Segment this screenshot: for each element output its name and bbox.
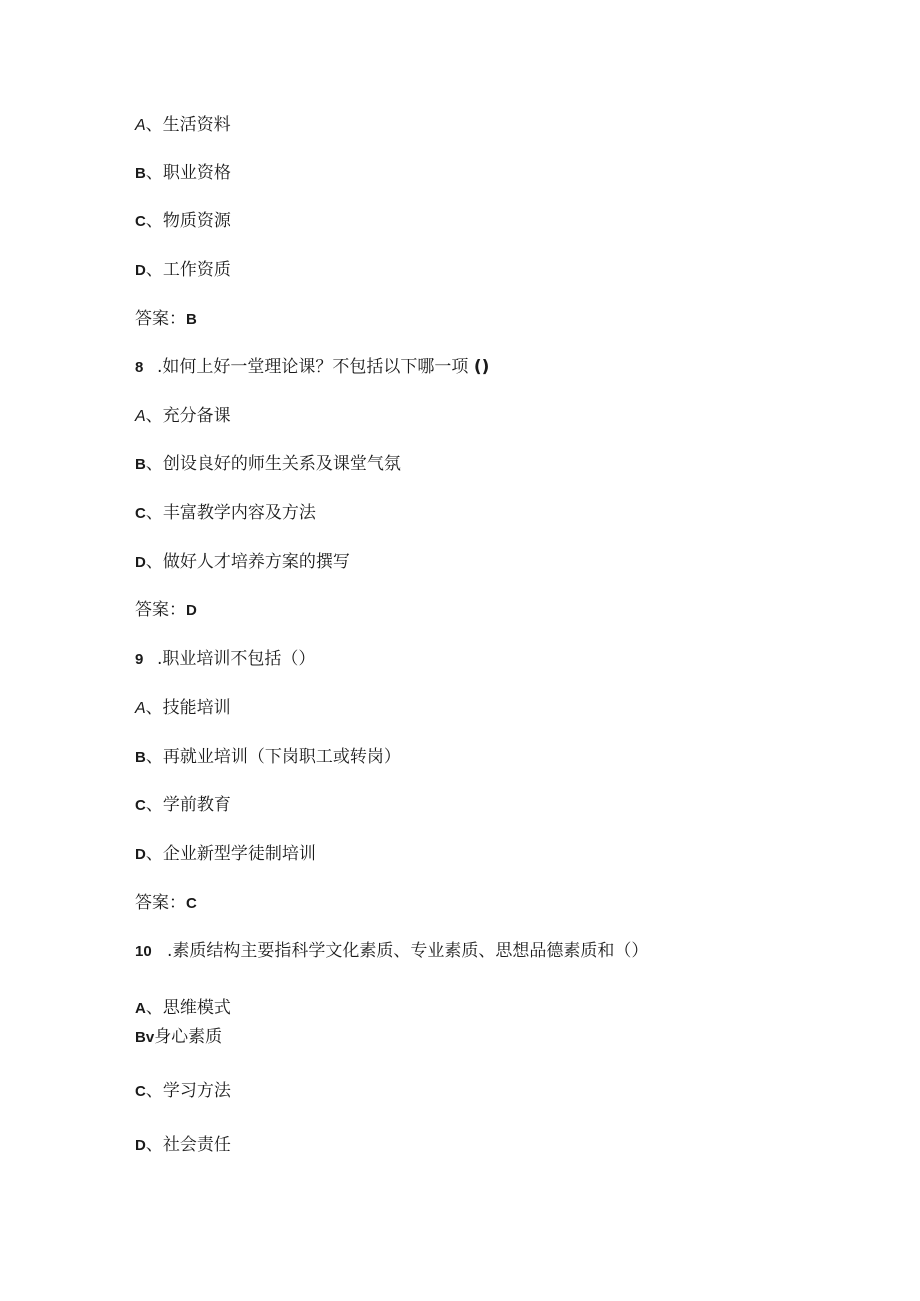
option-separator: 、 [145, 1135, 163, 1155]
q9-option-b [135, 746, 401, 769]
q10-option-b [135, 1026, 222, 1049]
option-letter: B [135, 165, 146, 182]
option-letter: D [135, 554, 146, 571]
q8-option-a [135, 405, 231, 428]
option-text: 再就业培训（下岗职工或转岗） [162, 747, 401, 767]
option-separator: 、 [145, 211, 163, 231]
option-text: 生活资料 [162, 115, 231, 135]
q8-option-c [135, 502, 316, 525]
answer-label: 答案： [135, 893, 186, 913]
option-text: 企业新型学徒制培训 [162, 844, 316, 864]
q7-answer [135, 308, 197, 331]
q7-option-c [135, 210, 231, 233]
option-text: 创设良好的师生关系及课堂气氛 [162, 454, 401, 474]
option-text: 充分备课 [162, 406, 231, 426]
option-separator: 、 [145, 795, 163, 815]
answer-label: 答案： [135, 600, 186, 620]
question-paren: () [473, 357, 490, 377]
option-letter: B [135, 749, 146, 766]
option-text: 丰富教学内容及方法 [162, 503, 316, 523]
option-letter: C [135, 1083, 146, 1100]
option-text: 做好人才培养方案的撰写 [162, 552, 350, 572]
question-text: .如何上好一堂理论课？不包括以下哪一项 [157, 357, 469, 377]
q8-option-b [135, 453, 401, 476]
option-text: 身心素质 [154, 1027, 223, 1047]
option-separator: 、 [145, 698, 163, 718]
answer-label: 答案： [135, 309, 186, 329]
option-separator: 、 [145, 163, 163, 183]
answer-value: B [186, 311, 197, 328]
q10-option-a [135, 997, 231, 1020]
option-text: 职业资格 [162, 163, 231, 183]
q7-option-b [135, 162, 231, 185]
option-letter: C [135, 797, 146, 814]
option-letter: A [135, 408, 146, 425]
q8-question [135, 356, 489, 379]
q9-option-d [135, 843, 316, 866]
option-letter: Bv [135, 1029, 155, 1046]
question-text: .素质结构主要指科学文化素质、专业素质、思想品德素质和（） [167, 941, 649, 961]
answer-value: D [186, 602, 197, 619]
option-letter: A [135, 1000, 146, 1017]
option-text: 社会责任 [162, 1135, 231, 1155]
q7-option-a [135, 114, 231, 137]
question-number: 8 [135, 359, 144, 376]
q8-option-d [135, 551, 350, 574]
q10-option-d [135, 1134, 231, 1157]
option-letter: D [135, 1137, 146, 1154]
option-text: 思维模式 [162, 998, 231, 1018]
q9-question [135, 648, 315, 671]
question-number: 10 [135, 943, 152, 960]
option-separator: 、 [145, 260, 163, 280]
option-letter: D [135, 262, 146, 279]
answer-value: C [186, 895, 197, 912]
q8-answer [135, 599, 197, 622]
option-separator: 、 [145, 747, 163, 767]
option-text: 学习方法 [162, 1081, 231, 1101]
q10-option-c [135, 1080, 231, 1103]
q9-option-a [135, 697, 231, 720]
option-letter: B [135, 456, 146, 473]
option-separator: 、 [145, 503, 163, 523]
question-number: 9 [135, 651, 144, 668]
option-letter: D [135, 846, 146, 863]
option-text: 技能培训 [162, 698, 231, 718]
q9-option-c [135, 794, 231, 817]
q9-answer [135, 892, 197, 915]
option-letter: A [135, 700, 146, 717]
q7-option-d [135, 259, 231, 282]
q10-question [135, 940, 648, 963]
option-letter: C [135, 213, 146, 230]
option-separator: 、 [145, 844, 163, 864]
option-letter: C [135, 505, 146, 522]
option-text: 工作资质 [162, 260, 231, 280]
option-separator: 、 [145, 115, 163, 135]
option-separator: 、 [145, 998, 163, 1018]
option-separator: 、 [145, 552, 163, 572]
option-text: 物质资源 [162, 211, 231, 231]
option-separator: 、 [145, 406, 163, 426]
option-separator: 、 [145, 454, 163, 474]
option-text: 学前教育 [162, 795, 231, 815]
option-letter: A [135, 117, 146, 134]
option-separator: 、 [145, 1081, 163, 1101]
question-text: .职业培训不包括（） [157, 649, 316, 669]
